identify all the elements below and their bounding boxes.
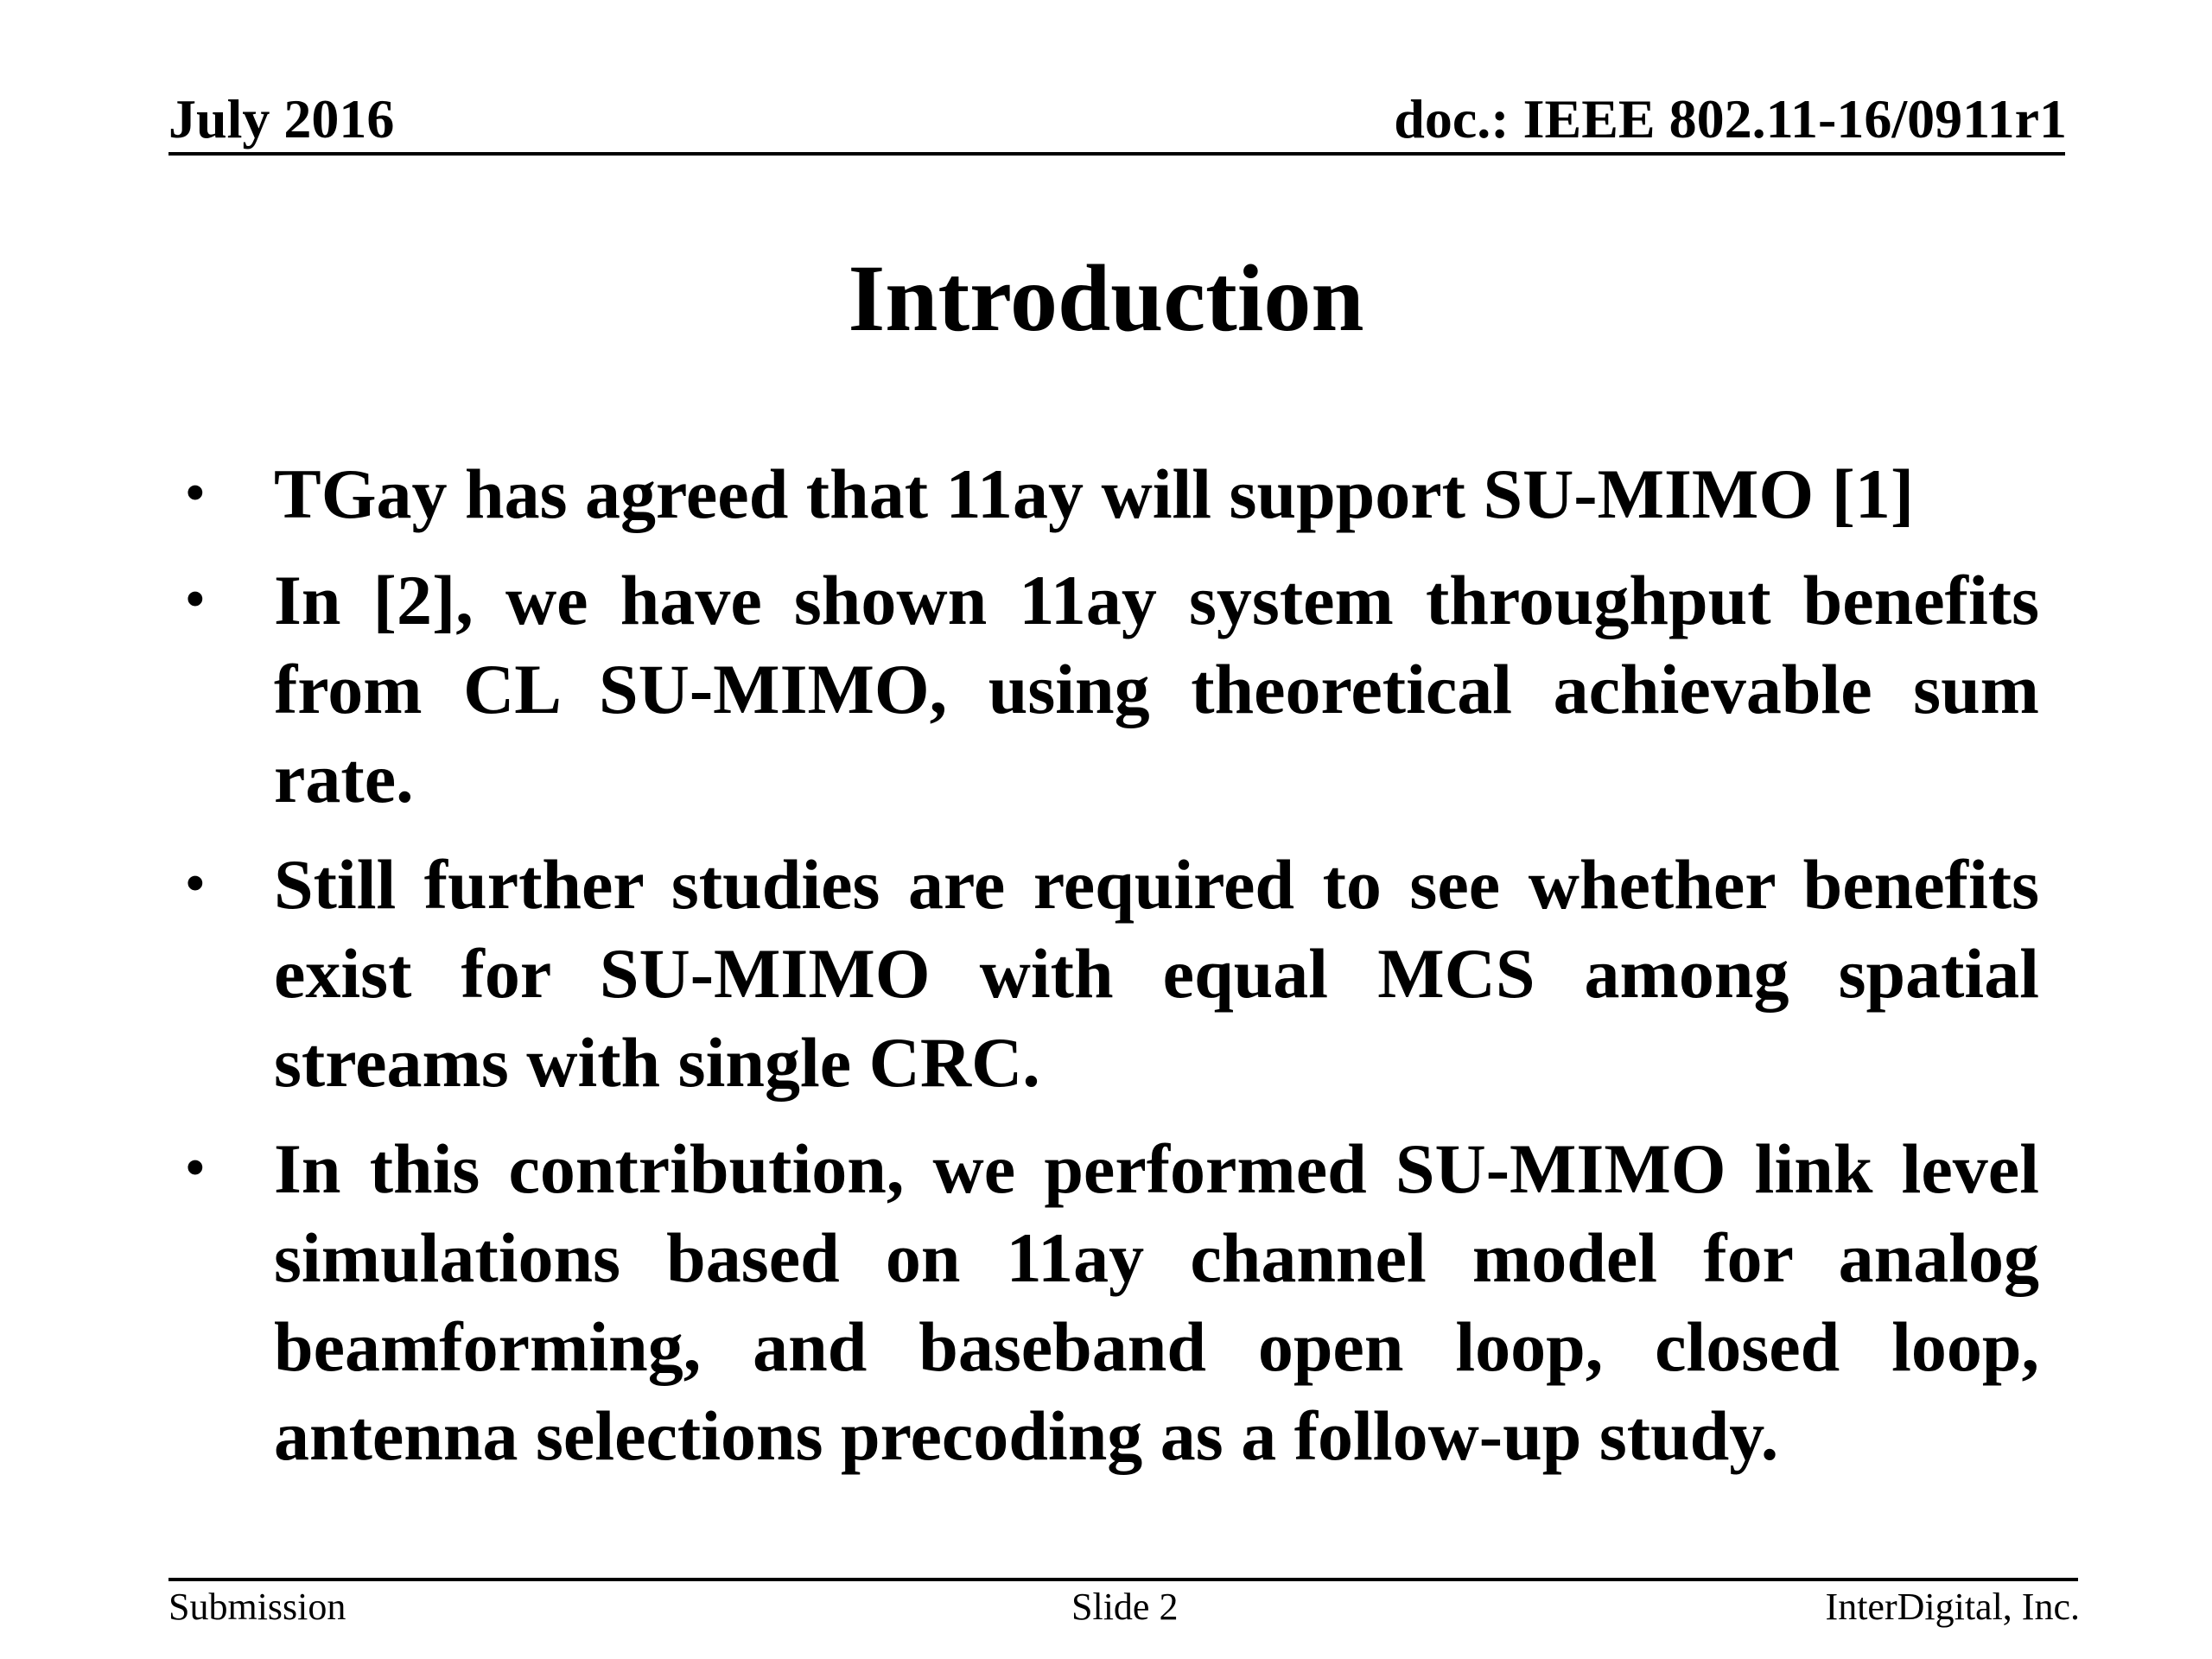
footer-slide-number: Slide 2 — [1071, 1586, 1179, 1628]
bullet-text: In [2], we have shown 11ay system throughput benefits from CL SU-MIMO, using theoretical achievable sum rate. — [274, 561, 2039, 817]
bullet-text: Still further studies are required to see whether benefits exist for SU-MIMO with equal MCS among spatial streams with single CRC. — [274, 845, 2039, 1102]
footer-divider — [168, 1578, 2078, 1581]
header-date: July 2016 — [168, 88, 395, 149]
slide-title: Introduction — [848, 245, 1364, 351]
bullet-item — [186, 556, 2039, 823]
bullet-dot-icon: • — [186, 855, 205, 913]
bullet-dot-icon: • — [186, 570, 205, 629]
header-doc-id: doc.: IEEE 802.11-16/0911r1 — [1394, 88, 2067, 149]
bullet-text: In this contribution, we performed SU-MIMO link level simulations based on 11ay channel model for analog beamforming, and baseband open loop, closed loop, antenna selections precoding as a follow-up study. — [274, 1129, 2039, 1475]
bullet-dot-icon: • — [186, 464, 205, 523]
bullet-item — [186, 449, 2039, 538]
footer-submission: Submission — [168, 1586, 346, 1628]
bullet-item — [186, 840, 2039, 1107]
slide-header — [168, 85, 2065, 156]
bullet-text: TGay has agreed that 11ay will support SU-MIMO [1] — [274, 454, 1915, 533]
bullet-item — [186, 1124, 2039, 1480]
bullet-dot-icon: • — [186, 1139, 205, 1198]
footer-company: InterDigital, Inc. — [1825, 1586, 2080, 1628]
bullet-list — [186, 449, 2039, 1497]
